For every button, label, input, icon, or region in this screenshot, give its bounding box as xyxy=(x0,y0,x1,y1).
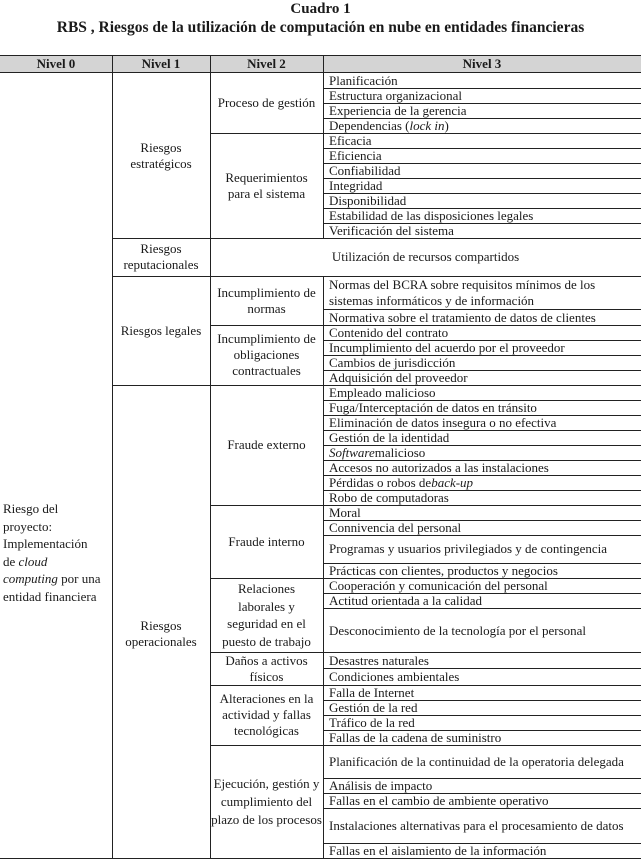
nivel-0-line: Implementación xyxy=(3,536,88,551)
nivel-0-line: entidad financiera xyxy=(3,588,97,604)
nivel-3-item: Prácticas con clientes, productos y negocios xyxy=(329,563,558,578)
nivel-3-item: Fallas en el aislamiento de la información xyxy=(329,843,547,858)
nivel-3-item: Eficiencia xyxy=(329,148,382,163)
nivel-1-cell: Riesgos operacionales xyxy=(125,617,197,649)
nivel-2-cell: Daños a activos físicos xyxy=(225,652,308,684)
nivel-3-item: Gestión de la red xyxy=(329,700,418,715)
nivel-1-cell: Riesgos estratégicos xyxy=(130,139,192,171)
nivel-3-item: Falla de Internet xyxy=(329,685,415,700)
nivel-3-cell: Utilización de recursos compartidos xyxy=(331,249,520,264)
nivel-3-item: Programas y usuarios privilegiados y de contingencia xyxy=(329,541,607,556)
nivel-0-line: proyecto: xyxy=(3,518,53,534)
nivel-2-cell: Incumplimiento de obligaciones contractuales xyxy=(217,331,316,378)
nivel-3-item: Contenido del contrato xyxy=(329,325,449,340)
nivel-3-item: Normas del BCRA sobre requisitos mínimos de los sistemas informáticos y de información xyxy=(329,276,596,308)
nivel-0-text: por una xyxy=(57,571,101,586)
nivel-3-item: Planificación de la continuidad de la operatoria delegada xyxy=(329,754,624,769)
table-bottom-rule xyxy=(0,858,641,859)
nivel-3-item: Fallas de la cadena de suministro xyxy=(329,730,502,745)
nivel-2-cell: Fraude interno xyxy=(228,533,305,549)
nivel-3-item: Condiciones ambientales xyxy=(329,669,460,684)
nivel-2-cell: Proceso de gestión xyxy=(217,95,316,110)
nivel-3-item: Instalaciones alternativas para el procesamiento de datos xyxy=(329,817,624,833)
nivel-2-cell: Relaciones laborales y seguridad en el puesto de trabajo xyxy=(222,581,311,649)
nivel-3-item: Integridad xyxy=(329,178,383,193)
nivel-3-item: Análisis de impacto xyxy=(329,778,433,793)
nivel-3-item: Tráfico de la red xyxy=(329,715,415,730)
nivel-3-item: Disponibilidad xyxy=(329,193,407,208)
nivel-3-item: Moral xyxy=(329,505,361,520)
nivel-3-item: Estabilidad de las disposiciones legales xyxy=(329,208,534,223)
item-text: Dependencias ( xyxy=(329,118,410,133)
table-caption-title: RBS , Riesgos de la utilización de computación en nube en entidades financieras xyxy=(56,19,585,36)
nivel-3-item: Cambios de jurisdicción xyxy=(329,355,456,370)
item-text: ) xyxy=(444,118,449,133)
nivel-3-item xyxy=(327,118,637,133)
nivel-1-cell: Riesgos legales xyxy=(120,322,202,338)
nivel-3-item: Connivencia del personal xyxy=(329,520,462,535)
nivel-3-item: Actitud orientada a la calidad xyxy=(329,593,483,608)
nivel-0-italic: cloud xyxy=(18,553,48,569)
nivel-3-item: Confiabilidad xyxy=(329,163,401,178)
item-text: Pérdidas o robos de xyxy=(329,475,432,490)
nivel-3-item: Desconocimiento de la tecnología por el personal xyxy=(329,622,587,638)
nivel-0-italic: computing xyxy=(3,571,58,586)
nivel-3-item: Gestión de la identidad xyxy=(329,430,450,445)
nivel-3-item: Robo de computadoras xyxy=(329,490,449,505)
nivel-2-cell: Requerimientos para el sistema xyxy=(225,169,308,201)
table-caption-number: Cuadro 1 xyxy=(290,1,351,17)
nivel-3-item: Cooperación y comunicación del personal xyxy=(329,578,548,593)
nivel-3-item: Estructura organizacional xyxy=(329,88,462,103)
header-nivel-2: Nivel 2 xyxy=(247,56,286,71)
nivel-0-line xyxy=(3,570,111,588)
nivel-3-item: Empleado malicioso xyxy=(329,385,436,400)
nivel-3-item xyxy=(327,445,637,460)
nivel-3-item xyxy=(327,475,637,490)
nivel-2-cell: Fraude externo xyxy=(227,437,306,452)
nivel-2-cell: Incumplimiento de normas xyxy=(217,284,316,316)
nivel-3-item: Incumplimiento del acuerdo por el proveedor xyxy=(329,340,565,355)
nivel-1-cell: Riesgos reputacionales xyxy=(123,241,199,272)
item-italic: back-up xyxy=(431,475,474,490)
nivel-3-item: Normativa sobre el tratamiento de datos de clientes xyxy=(329,309,596,325)
nivel-0-line: Riesgo del xyxy=(3,501,59,516)
item-text: malicioso xyxy=(374,445,426,460)
nivel-3-item: Fuga/Interceptación de datos en tránsito xyxy=(329,400,537,415)
header-nivel-1: Nivel 1 xyxy=(141,56,181,71)
nivel-3-item: Experiencia de la gerencia xyxy=(329,103,467,118)
nivel-3-item: Fallas en el cambio de ambiente operativo xyxy=(329,793,549,808)
nivel-3-item: Eliminación de datos insegura o no efectiva xyxy=(329,415,557,430)
nivel-0-line xyxy=(3,553,111,571)
header-nivel-0: Nivel 0 xyxy=(36,56,76,71)
nivel-0-text: de xyxy=(3,553,19,569)
column-divider xyxy=(323,276,324,858)
nivel-3-item: Eficacia xyxy=(329,133,372,148)
nivel-2-cell: Alteraciones en la actividad y fallas tecnológicas xyxy=(219,691,314,738)
item-italic: Software xyxy=(329,445,375,460)
nivel-3-item: Verificación del sistema xyxy=(329,223,454,238)
nivel-3-item: Adquisición del proveedor xyxy=(329,370,468,385)
item-italic: lock in xyxy=(409,118,445,133)
nivel-3-item: Accesos no autorizados a las instalaciones xyxy=(329,460,549,475)
nivel-2-cell: Ejecución, gestión y cumplimiento del plazo de los procesos xyxy=(211,775,322,827)
nivel-3-item: Desastres naturales xyxy=(329,652,429,668)
header-nivel-3: Nivel 3 xyxy=(462,56,502,71)
column-divider xyxy=(323,55,324,238)
nivel-3-item: Planificación xyxy=(329,73,398,88)
nivel-0-cell xyxy=(3,500,111,605)
